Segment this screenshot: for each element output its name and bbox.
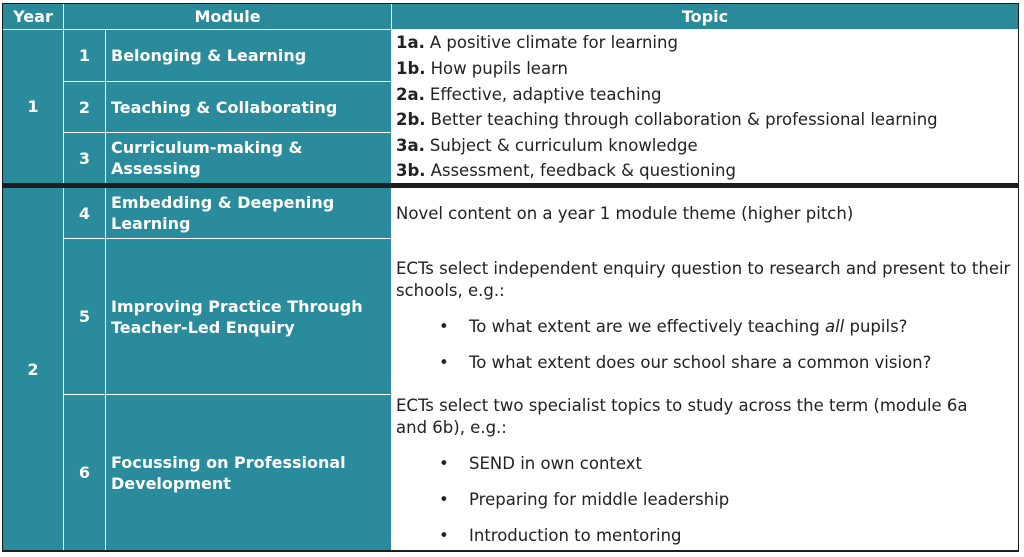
topic-code: 1a.: [396, 33, 425, 52]
year-cell-2: 2: [3, 188, 63, 550]
topic-description-block: [392, 395, 1018, 550]
emphasis: all: [824, 317, 845, 336]
module-name: Curriculum-making & Assessing: [106, 133, 391, 183]
topic-cell: [392, 82, 1018, 106]
header-topic: Topic: [392, 4, 1018, 29]
table-border-top: [2, 3, 1019, 4]
list-item: • SEND in own context: [396, 453, 1014, 475]
module-name: Improving Practice Through Teacher-Led Enquiry: [106, 239, 391, 394]
topic-description: ECTs select two specialist topics to study across the term (module 6a and 6b), e.g.:: [396, 396, 968, 437]
topic-code: 3a.: [396, 135, 425, 155]
topic-code: 2a.: [396, 84, 425, 104]
example-list: [396, 316, 1014, 374]
example-list: [396, 453, 1014, 547]
list-item: • To what extent are we effectively teaching all pupils?: [396, 316, 1014, 338]
header-year: Year: [3, 4, 63, 29]
topic-cell: [392, 107, 1018, 132]
module-number: 4: [64, 188, 105, 238]
topic-text: Subject & curriculum knowledge: [429, 135, 698, 155]
topic-description: Novel content on a year 1 module theme (higher pitch): [392, 188, 1018, 238]
list-item: • Preparing for middle leadership: [396, 489, 1014, 511]
module-number: 6: [64, 395, 105, 550]
list-item: • To what extent does our school share a common vision?: [396, 352, 1014, 374]
table-border-left: [2, 3, 3, 552]
table-border-right: [1018, 3, 1019, 552]
module-number: 2: [64, 82, 105, 132]
module-name: Belonging & Learning: [106, 30, 391, 81]
topic-text: How pupils learn: [430, 59, 569, 78]
topic-cell: [392, 133, 1018, 157]
topic-text: A positive climate for learning: [429, 33, 678, 52]
module-name: Focussing on Professional Development: [106, 395, 391, 550]
header-module: Module: [64, 4, 391, 29]
topic-cell: [392, 56, 1018, 81]
topic-text: Assessment, feedback & questioning: [430, 161, 736, 180]
topic-description-block: [392, 239, 1018, 394]
topic-code: 2b.: [396, 110, 426, 129]
module-number: 1: [64, 30, 105, 81]
topic-code: 3b.: [396, 161, 426, 180]
list-item: • Introduction to mentoring: [396, 525, 1014, 547]
module-name: Embedding & Deepening Learning: [106, 188, 391, 238]
topic-text: Better teaching through collaboration & professional learning: [430, 110, 938, 129]
module-number: 3: [64, 133, 105, 183]
module-number: 5: [64, 239, 105, 394]
year-cell-1: 1: [3, 30, 63, 183]
table-border-bottom: [2, 550, 1019, 552]
topic-text: Effective, adaptive teaching: [429, 84, 662, 104]
module-name: Teaching & Collaborating: [106, 82, 391, 132]
topic-cell: [392, 158, 1018, 183]
topic-code: 1b.: [396, 59, 426, 78]
topic-cell: [392, 30, 1018, 55]
topic-description: ECTs select independent enquiry question to research and present to their schools, e.g.:: [396, 259, 1011, 300]
year-divider: [2, 183, 1019, 188]
